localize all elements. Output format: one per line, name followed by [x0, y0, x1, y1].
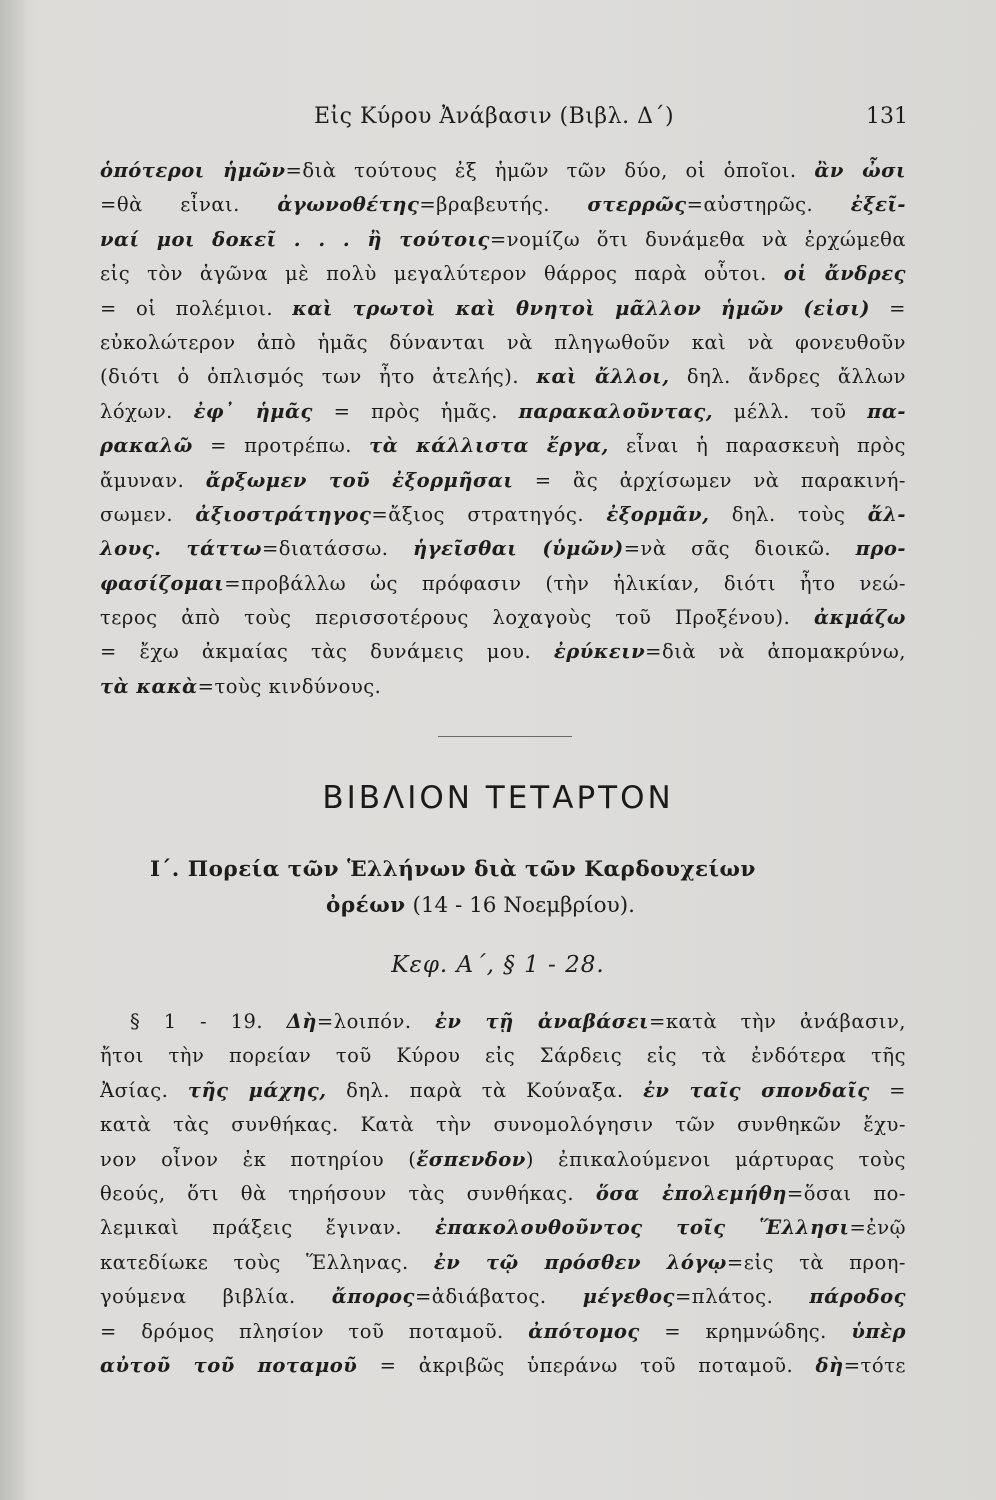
section-heading-line-2: ὀρέων (14 - 16 Νοεμβρίου).	[326, 893, 635, 918]
lemma: ὁπότεροι ἡμῶν	[100, 159, 286, 182]
page-number: 131	[866, 104, 908, 129]
lemma: προ-	[855, 537, 906, 561]
gloss: = ἀκριβῶς ὑπεράνω τοῦ ποταμοῦ.	[357, 1353, 816, 1377]
gloss: =διὰ τούτους ἐξ ἡμῶν τῶν δύο, οἱ ὁποῖοι.	[285, 159, 815, 182]
lemma: ἐν τῇ ἀναβάσει	[435, 1010, 649, 1033]
gloss: § 1 - 19.	[130, 1010, 287, 1033]
text-line	[100, 670, 906, 704]
gloss: =αὐστηρῶς.	[686, 193, 851, 217]
gloss: νον οἶνον ἐκ ποτηρίου (	[100, 1147, 417, 1171]
gloss: εἰς τὸν ἀγῶνα μὲ πολὺ μεγαλύτερον θάρρος παρὰ οὗτοι.	[100, 262, 784, 286]
gloss: =	[869, 1078, 907, 1102]
gloss: τερος ἀπὸ τοὺς περισσοτέρους λοχαγοὺς τοῦ Προξένου).	[100, 606, 814, 630]
gloss: =βραβευτής.	[419, 193, 588, 217]
lemma: ὅσα ἐπολεμήθη	[595, 1181, 787, 1205]
lemma: ἀκμάζω	[813, 606, 906, 630]
text-line	[100, 1177, 906, 1211]
gloss: δηλ. παρὰ τὰ Κούναξα.	[326, 1078, 644, 1102]
gloss: εἶναι ἡ παρασκευὴ πρὸς	[608, 434, 906, 458]
gloss: =διατάσσω.	[261, 537, 414, 561]
text-line	[100, 1074, 906, 1108]
lemma: ἂν ὦσι	[814, 159, 906, 182]
lemma: τὰ κακὰ	[100, 674, 198, 698]
section-divider	[438, 736, 572, 737]
gloss: =πλάτος.	[674, 1285, 810, 1309]
section-heading	[150, 852, 850, 924]
text-line	[100, 1108, 906, 1142]
lemma: δὴ	[815, 1353, 844, 1377]
lemma: καὶ ἄλλοι,	[536, 365, 670, 389]
gloss: =τότε	[843, 1353, 906, 1377]
lemma: ἄπορος	[331, 1285, 415, 1309]
lemma: ὑπὲρ	[851, 1319, 906, 1343]
lemma: ἄρξωμεν τοῦ ἐξορμῆσαι	[205, 468, 514, 492]
gloss: =ἐνῷ	[849, 1216, 906, 1240]
lemma: πα-	[867, 399, 907, 423]
gloss: =τοὺς κινδύνους.	[197, 674, 382, 698]
text-line	[100, 292, 906, 326]
gloss: κατὰ τὰς συνθήκας. Κατὰ τὴν συνομολόγησιν τῶν συνθηκῶν ἔχυ-	[100, 1113, 906, 1137]
gloss: =κατὰ τὴν ἀνάβασιν,	[648, 1010, 907, 1033]
lemma: αὐτοῦ τοῦ ποταμοῦ	[100, 1353, 358, 1377]
gloss: εὐκολώτερον ἀπὸ ἡμᾶς δύνανται νὰ πληγωθοῦν καὶ νὰ φονευθοῦν	[100, 330, 906, 354]
lemma: ἐξεῖ-	[850, 193, 907, 217]
gloss: =νομίζω ὅτι δυνάμεθα νὰ ἐρχώμεθα	[489, 227, 907, 251]
lemma: τὰ κάλλιστα ἔργα,	[369, 434, 609, 458]
lemma: ρακαλῶ	[100, 434, 193, 458]
gloss: μέλλ. τοῦ	[713, 399, 868, 423]
gloss: =διὰ νὰ ἀπομακρύνω,	[645, 640, 906, 664]
text-line	[100, 1349, 906, 1383]
gloss: ἄμυναν.	[100, 468, 206, 492]
gloss: κατεδίωκε τοὺς Ἕλληνας.	[100, 1250, 434, 1274]
text-line	[100, 1039, 906, 1073]
text-line	[100, 429, 906, 463]
text-line	[100, 498, 906, 532]
gloss: =ἀδιάβατος.	[414, 1285, 583, 1309]
gloss: ) ἐπικαλούμενοι μάρτυρας τοὺς	[525, 1147, 906, 1171]
running-head	[0, 104, 996, 144]
lemma: ἐρύκειν	[553, 640, 646, 664]
text-line	[100, 1246, 906, 1280]
text-line	[100, 601, 906, 635]
text-line	[100, 464, 906, 498]
gloss: =ὅσαι πο-	[786, 1181, 906, 1205]
gloss: = πρὸς ἡμᾶς.	[312, 399, 519, 423]
lemma: ἔσπενδον	[416, 1147, 526, 1171]
text-line	[100, 1315, 906, 1349]
gloss: =εἰς τὰ προη-	[726, 1250, 906, 1274]
text-line	[100, 1143, 906, 1177]
gloss: λόχων.	[100, 399, 194, 423]
lemma: τῆς μάχης,	[187, 1078, 327, 1102]
gloss: γούμενα βιβλία.	[100, 1285, 332, 1309]
gloss: =προβάλλω ὡς πρόφασιν (τὴν ἡλικίαν, διότι ἦτο νεώ-	[224, 571, 906, 595]
section-heading-line-1: Ι΄. Πορεία τῶν Ἑλλήνων διὰ τῶν Καρδουχείων	[150, 857, 756, 882]
lemma: μέγεθος	[582, 1285, 675, 1309]
text-line	[100, 1280, 906, 1314]
gloss: = ἔχω ἀκμαίας τὰς δυνάμεις μου.	[100, 640, 554, 664]
text-line	[100, 360, 906, 394]
text-line	[100, 188, 906, 222]
lemma: ἐν τῷ πρόσθεν λόγῳ	[433, 1250, 727, 1274]
gloss: = κρημνώδης.	[639, 1319, 852, 1343]
gloss: = προτρέπω.	[192, 434, 370, 458]
lemma: ἐξορμᾶν,	[606, 502, 710, 526]
text-line	[100, 1005, 906, 1039]
gloss: Ἀσίας.	[100, 1078, 188, 1102]
text-line	[100, 567, 906, 601]
lemma: ἄλ-	[867, 502, 906, 526]
lemma: λους. τάττω	[100, 537, 262, 561]
text-line	[100, 395, 906, 429]
gloss: = δρόμος πλησίον τοῦ ποταμοῦ.	[100, 1319, 529, 1343]
gloss: (διότι ὁ ὁπλισμός των ἦτο ἀτελής).	[100, 365, 537, 389]
lemma: Δὴ	[286, 1010, 317, 1033]
commentary-bottom	[100, 1005, 906, 1383]
lemma: παρακαλοῦντας,	[518, 399, 713, 423]
lemma: οἱ ἄνδρες	[783, 262, 906, 286]
gloss: =	[869, 296, 906, 320]
text-line	[100, 326, 906, 360]
lemma: στερρῶς	[587, 193, 687, 217]
commentary-top	[100, 154, 906, 704]
lemma: φασίζομαι	[100, 571, 225, 595]
gloss: λεμικαὶ πράξεις ἔγιναν.	[100, 1216, 436, 1240]
gloss: = οἱ πολέμιοι.	[100, 296, 293, 320]
text-line	[100, 257, 906, 291]
lemma: καὶ τρωτοὶ καὶ θνητοὶ μᾶλλον ἡμῶν (εἰσι)	[292, 296, 870, 320]
gloss: = ἂς ἀρχίσωμεν νὰ παρακινή-	[513, 468, 906, 492]
gloss: ἤτοι τὴν πορείαν τοῦ Κύρου εἰς Σάρδεις εἰς τὰ ἐνδότερα τῆς	[100, 1044, 906, 1068]
lemma: πάροδος	[809, 1285, 906, 1309]
lemma: ἐν ταῖς σπονδαῖς	[643, 1078, 870, 1102]
gloss: =λοιπόν.	[316, 1010, 436, 1033]
lemma: ναί μοι δοκεῖ . . . ἢ τούτοις	[100, 227, 490, 251]
text-line	[100, 154, 906, 188]
running-title: Εἰς Κύρου Ἀνάβασιν (Βιβλ. Δ΄)	[314, 104, 675, 129]
lemma: ἐπακολουθοῦντος τοῖς Ἕλλησι	[435, 1216, 850, 1240]
lemma: ἀγωνοθέτης	[277, 193, 420, 217]
gloss: σωμεν.	[100, 502, 196, 526]
gloss: =θὰ εἶναι.	[100, 193, 278, 217]
text-line	[100, 1211, 906, 1245]
lemma: ἡγεῖσθαι (ὑμῶν)	[413, 537, 624, 561]
text-line	[100, 635, 906, 669]
lemma: ἐφ᾽ ἡμᾶς	[193, 399, 313, 423]
gloss: δηλ. ἄνδρες ἄλλων	[669, 365, 907, 389]
text-line	[100, 532, 906, 566]
spine-shadow	[0, 0, 28, 1500]
gloss: δηλ. τοὺς	[709, 502, 868, 526]
chapter-heading: Κεφ. Α΄, § 1 - 28.	[391, 952, 605, 978]
lemma: ἀξιοστράτηγος	[195, 502, 372, 526]
lemma: ἀπότομος	[528, 1319, 640, 1343]
gloss: =νὰ σᾶς διοικῶ.	[623, 537, 856, 561]
text-line	[100, 223, 906, 257]
gloss: =ἄξιος στρατηγός.	[371, 502, 607, 526]
gloss: θεούς, ὅτι θὰ τηρήσουν τὰς συνθήκας.	[100, 1181, 596, 1205]
book-heading: ΒΙΒΛΙΟΝ ΤΕΤΑΡΤΟΝ	[322, 780, 674, 816]
